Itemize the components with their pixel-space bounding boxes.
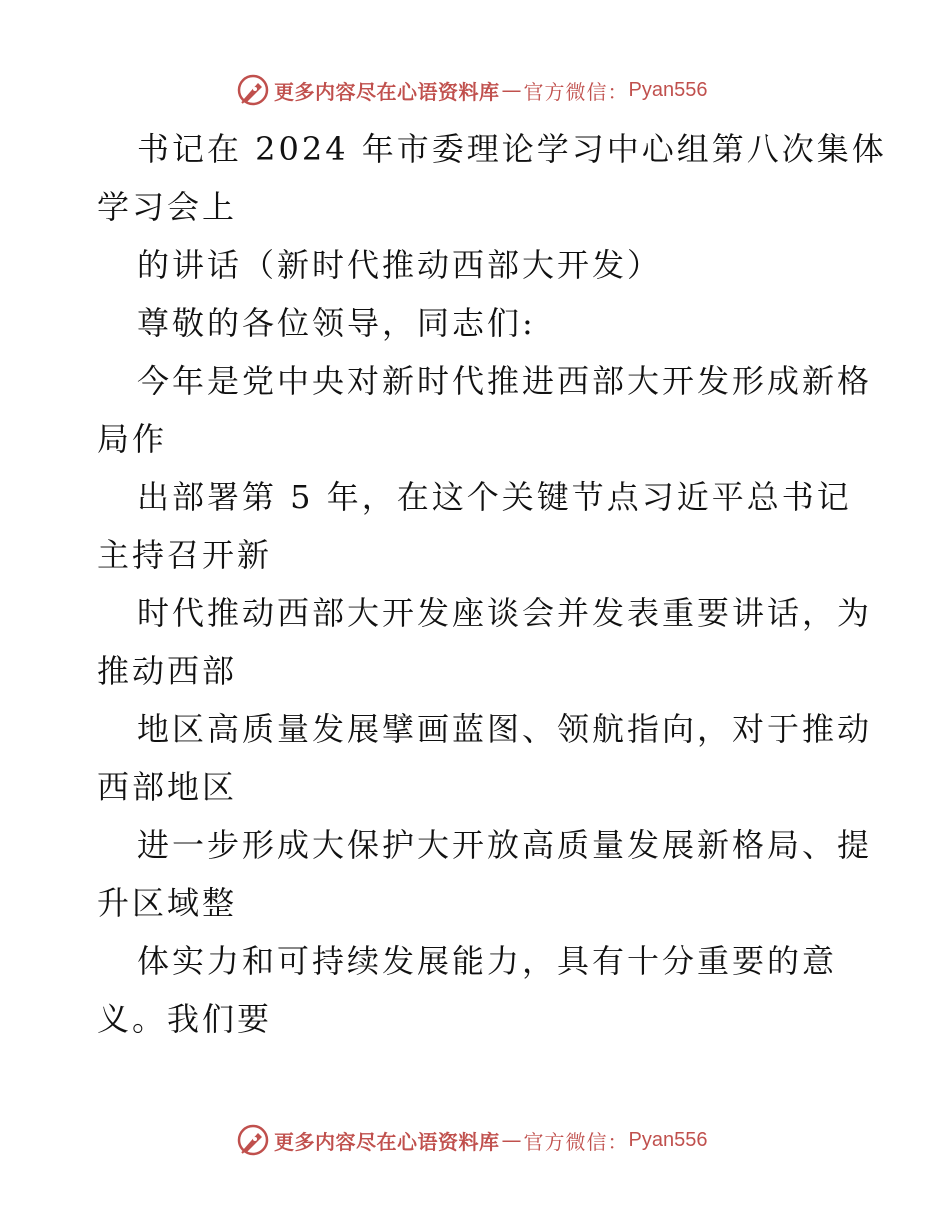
text-line: 地区高质量发展擘画蓝图、领航指向，对于推动 xyxy=(137,710,873,748)
text-line: 体实力和可持续发展能力，具有十分重要的意 xyxy=(137,942,838,980)
header-watermark xyxy=(236,73,707,107)
watermark-main-text: 更多内容尽在心语资料库 xyxy=(274,1129,500,1154)
pen-nib-circle-icon xyxy=(236,73,270,107)
text-line: 义。我们要 xyxy=(97,1000,273,1038)
watermark-wechat-label: 官方微信： xyxy=(523,1129,629,1154)
watermark-dash: — xyxy=(501,1128,522,1152)
watermark-wechat-id: Pyan556 xyxy=(628,1128,708,1151)
text-line: 局作 xyxy=(97,420,168,458)
footer-watermark xyxy=(236,1123,707,1157)
text-line: 主持召开新 xyxy=(97,536,273,574)
watermark-main-text: 更多内容尽在心语资料库 xyxy=(274,79,500,104)
text-line: 书记在 2024 年市委理论学习中心组第八次集体 xyxy=(137,130,887,168)
text-line: 进一步形成大保护大开放高质量发展新格局、提 xyxy=(137,826,873,864)
text-line: 出部署第 5 年，在这个关键节点习近平总书记 xyxy=(137,478,852,516)
text-line: 时代推动西部大开发座谈会并发表重要讲话，为 xyxy=(137,594,873,632)
pen-nib-circle-icon xyxy=(236,1123,270,1157)
watermark-dash: — xyxy=(501,78,522,102)
text-line: 的讲话（新时代推动西部大开发） xyxy=(137,246,663,284)
document-body xyxy=(97,120,887,1048)
text-line: 升区域整 xyxy=(97,884,238,922)
watermark-wechat-label: 官方微信： xyxy=(523,79,629,104)
text-line: 今年是党中央对新时代推进西部大开发形成新格 xyxy=(137,362,873,400)
text-line: 学习会上 xyxy=(97,188,238,226)
text-line: 尊敬的各位领导，同志们: xyxy=(137,304,536,342)
text-line: 推动西部 xyxy=(97,652,238,690)
watermark-wechat-id: Pyan556 xyxy=(628,78,708,101)
text-line: 西部地区 xyxy=(97,768,238,806)
